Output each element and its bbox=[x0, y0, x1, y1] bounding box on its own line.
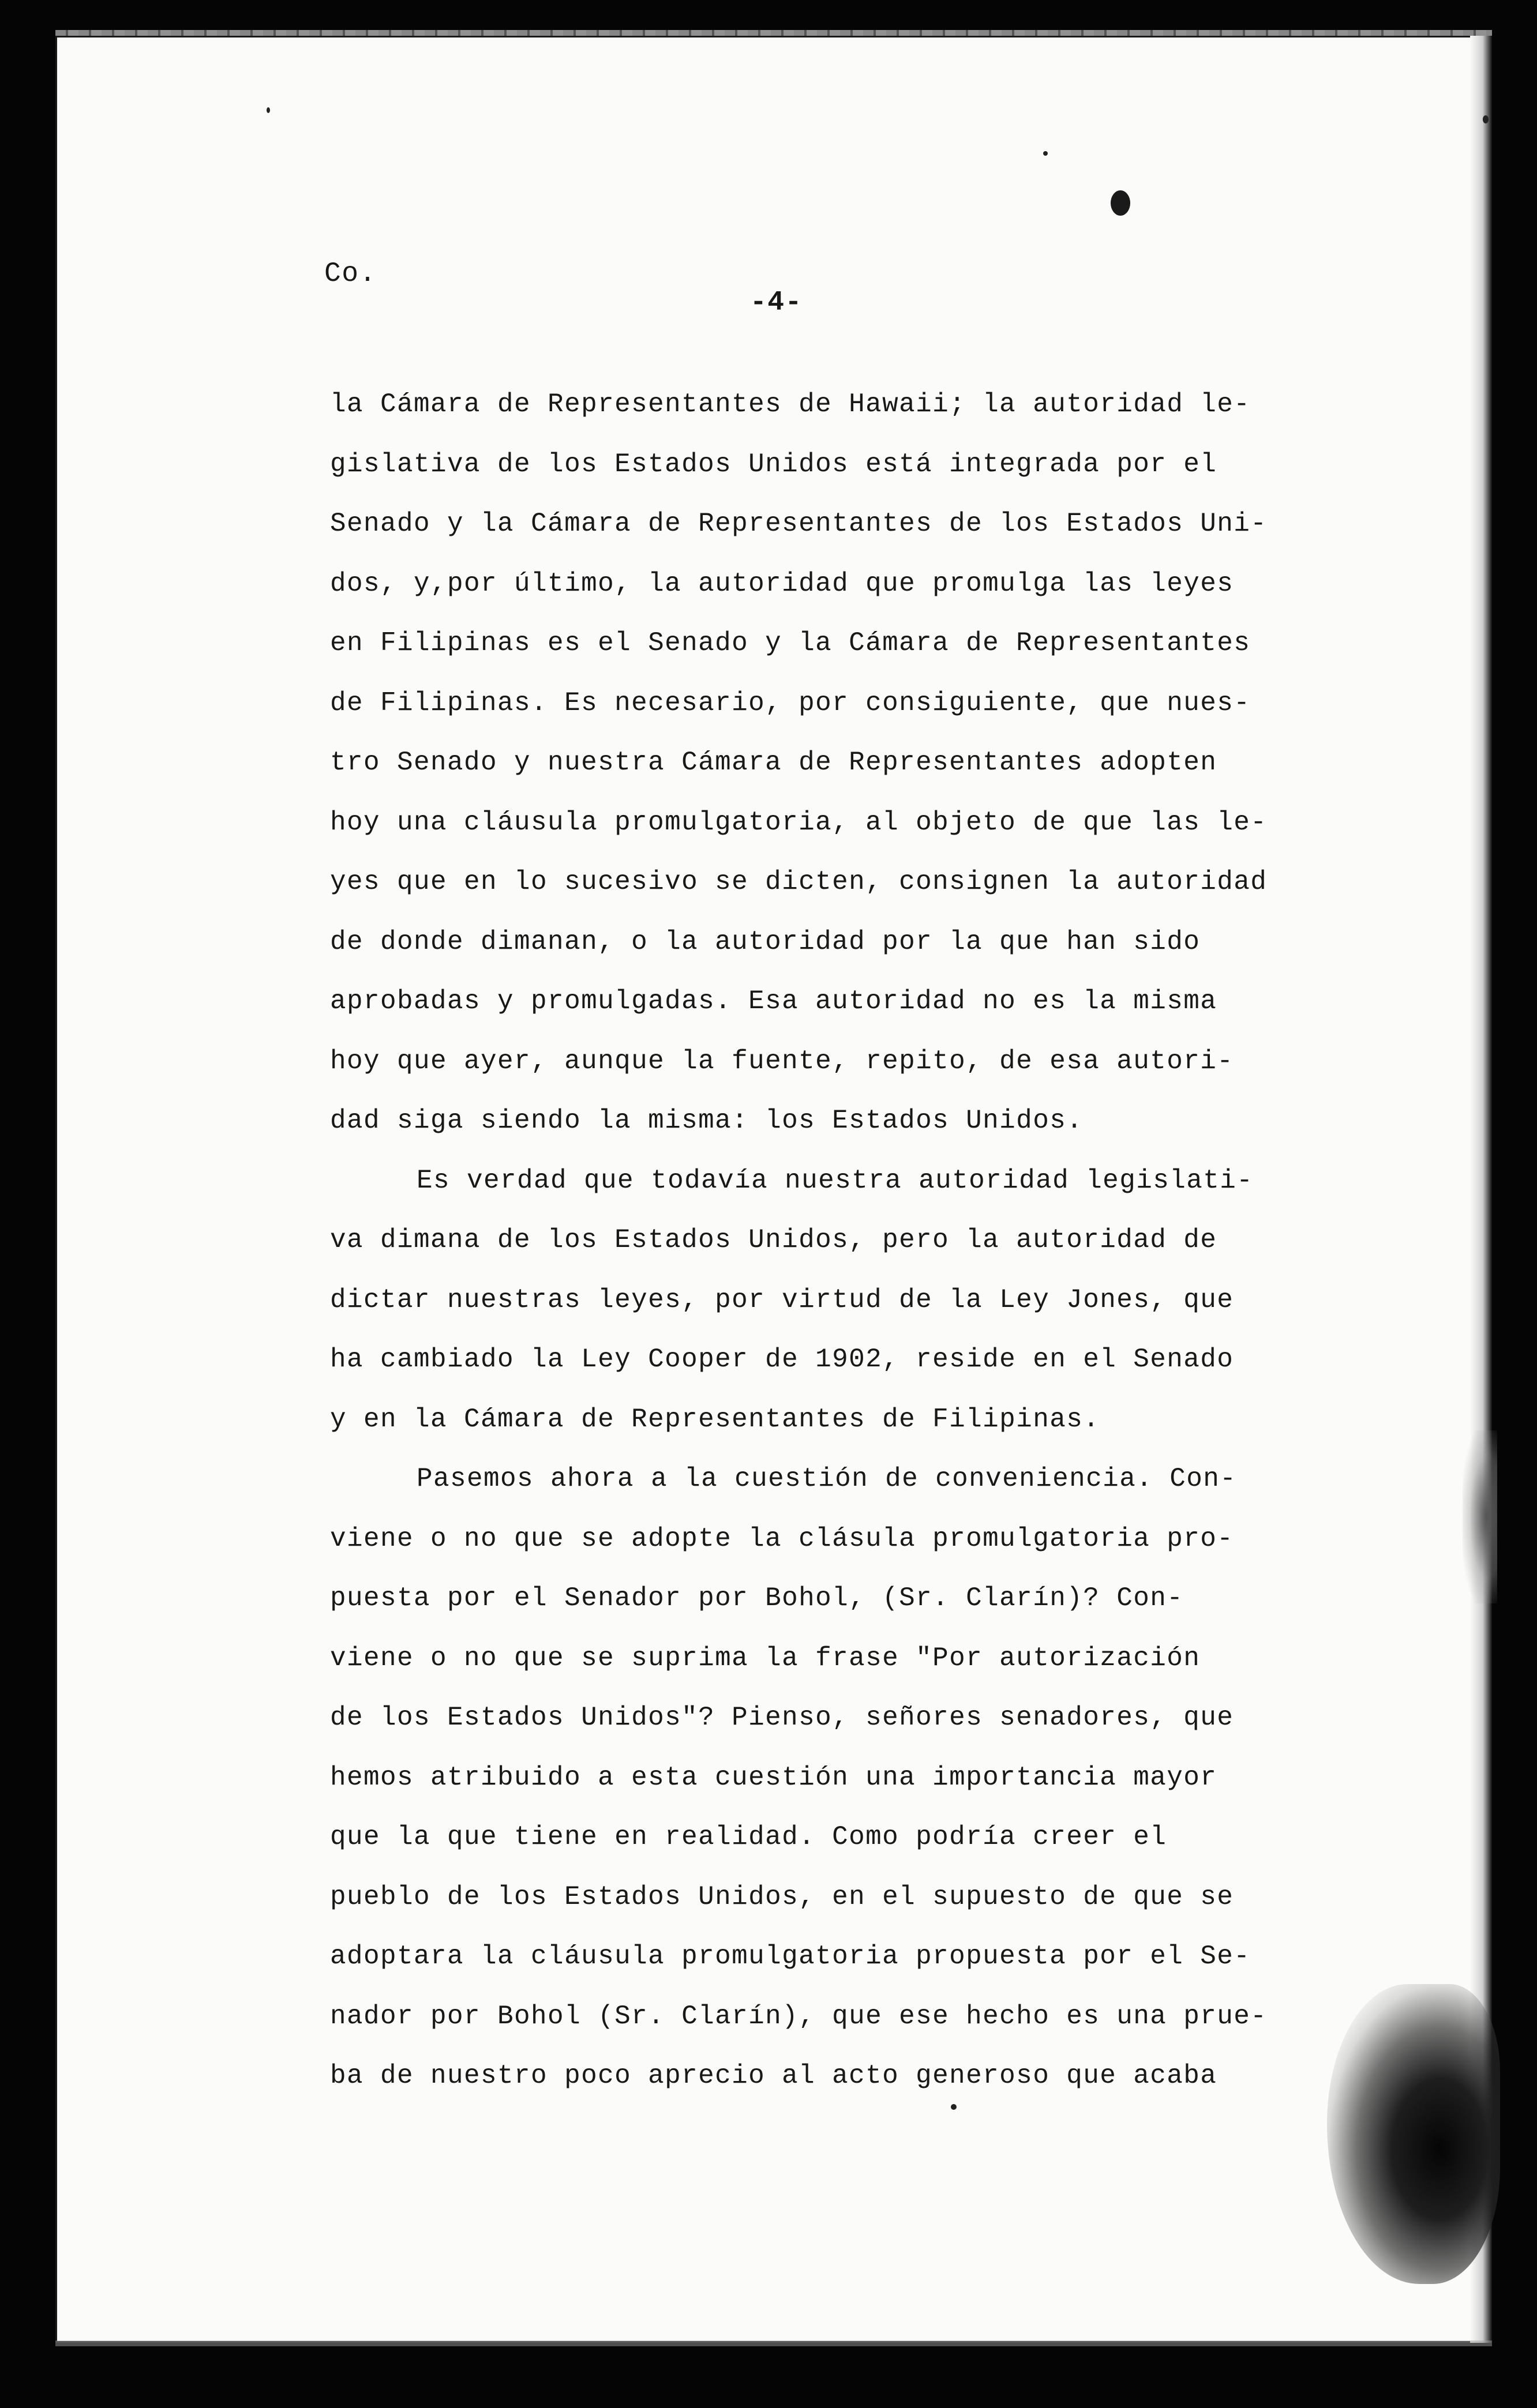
text-line: la Cámara de Representantes de Hawaii; la autoridad le- bbox=[330, 389, 1251, 419]
header-mark: Co. bbox=[324, 258, 377, 290]
text-line: de Filipinas. Es necesario, por consiguiente, que nues- bbox=[330, 688, 1251, 718]
text-line: dad siga siendo la misma: los Estados Unidos. bbox=[330, 1106, 1084, 1136]
text-line: aprobadas y promulgadas. Esa autoridad no es la misma bbox=[330, 986, 1217, 1016]
speck bbox=[1483, 115, 1489, 123]
text-line: de los Estados Unidos"? Pienso, señores senadores, que bbox=[330, 1703, 1234, 1733]
text-line: puesta por el Senador por Bohol, (Sr. Clarín)? Con- bbox=[330, 1583, 1184, 1613]
text-line: gislativa de los Estados Unidos está integrada por el bbox=[330, 449, 1217, 479]
text-line: tro Senado y nuestra Cámara de Representantes adopten bbox=[330, 747, 1217, 777]
text-line: nador por Bohol (Sr. Clarín), que ese hecho es una prue- bbox=[330, 2001, 1268, 2031]
text-line: hoy una cláusula promulgatoria, al objeto de que las le- bbox=[330, 807, 1268, 837]
text-line: va dimana de los Estados Unidos, pero la autoridad de bbox=[330, 1225, 1217, 1255]
text-line: viene o no que se suprima la frase "Por autorización bbox=[330, 1643, 1201, 1673]
text-line: Senado y la Cámara de Representantes de los Estados Uni- bbox=[330, 509, 1268, 539]
page-number: -4- bbox=[750, 287, 803, 318]
text-line: dictar nuestras leyes, por virtud de la Ley Jones, que bbox=[330, 1284, 1234, 1315]
text-line: ba de nuestro poco aprecio al acto generoso que acaba bbox=[330, 2061, 1217, 2091]
text-line: hemos atribuido a esta cuestión una importancia mayor bbox=[330, 1762, 1217, 1793]
text-line: en Filipinas es el Senado y la Cámara de Representantes bbox=[330, 628, 1251, 658]
text-line: yes que en lo sucesivo se dicten, consignen la autoridad bbox=[330, 867, 1268, 897]
text-line: de donde dimanan, o la autoridad por la que han sido bbox=[330, 926, 1201, 957]
paper-bottom-edge bbox=[55, 2341, 1492, 2346]
text-line: viene o no que se adopte la clásula promulgatoria pro- bbox=[330, 1523, 1234, 1554]
body-text bbox=[330, 375, 1380, 2106]
ink-spot-top bbox=[1111, 190, 1130, 216]
text-line: hoy que ayer, aunque la fuente, repito, de esa autori- bbox=[330, 1046, 1234, 1076]
speck bbox=[267, 107, 270, 113]
text-line: adoptara la cláusula promulgatoria propuesta por el Se- bbox=[330, 1941, 1251, 1971]
text-line: ha cambiado la Ley Cooper de 1902, reside en el Senado bbox=[330, 1344, 1234, 1374]
text-line: Pasemos ahora a la cuestión de conveniencia. Con- bbox=[417, 1464, 1237, 1494]
text-line: dos, y,por último, la autoridad que promulga las leyes bbox=[330, 568, 1234, 599]
text-line: y en la Cámara de Representantes de Filipinas. bbox=[330, 1404, 1100, 1434]
text-line: pueblo de los Estados Unidos, en el supuesto de que se bbox=[330, 1881, 1234, 1912]
text-line: Es verdad que todavía nuestra autoridad legislati- bbox=[417, 1165, 1254, 1196]
text-line: que la que tiene en realidad. Como podría creer el bbox=[330, 1822, 1167, 1852]
speck bbox=[1043, 151, 1048, 156]
ink-smudge-right bbox=[1463, 1430, 1497, 1603]
